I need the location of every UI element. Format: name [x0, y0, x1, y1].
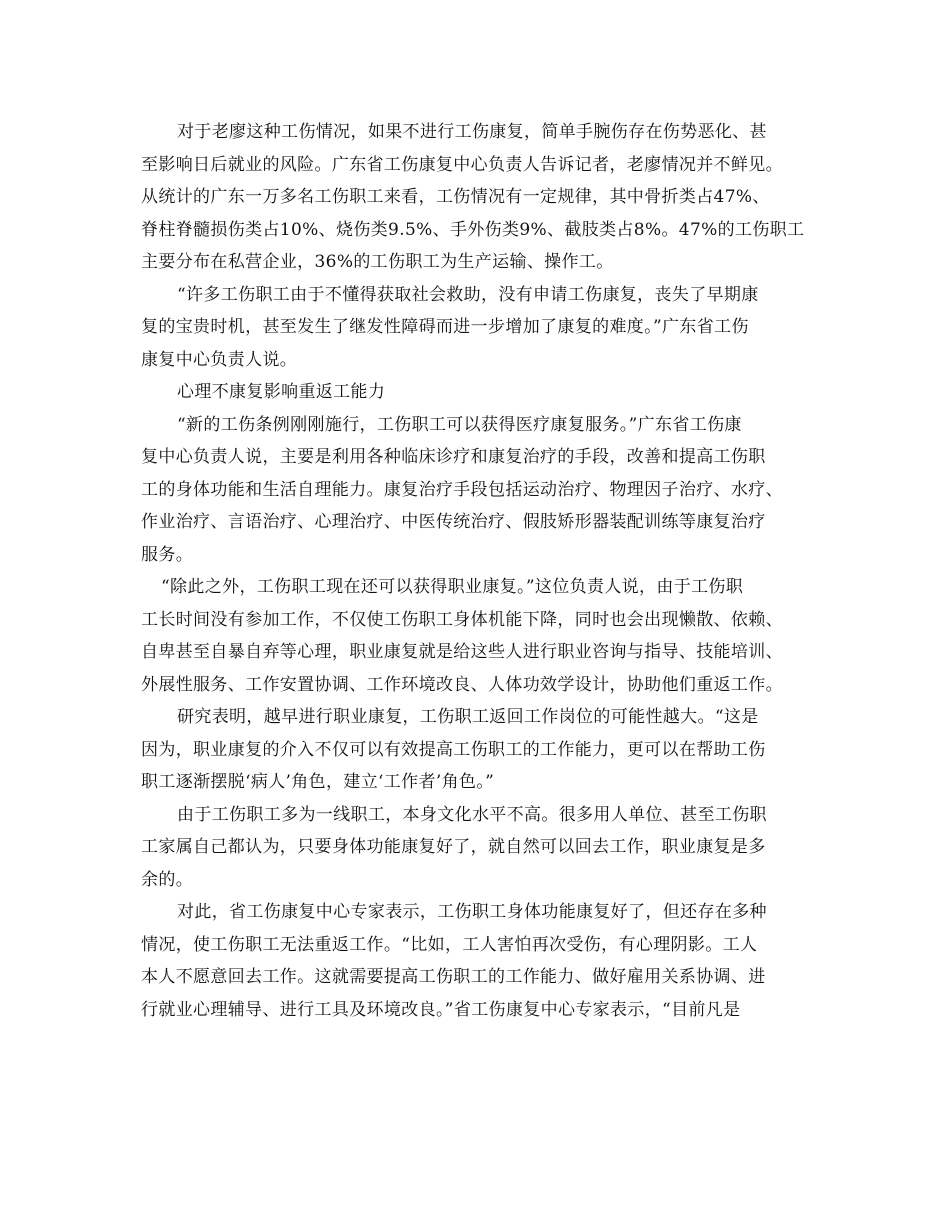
paragraph-line: 情况，使工伤职工无法重返工作。“比如，工人害怕再次受伤，有心理阴影。工人	[141, 934, 758, 955]
paragraph-line: 工的身体功能和生活自理能力。康复治疗手段包括运动治疗、物理因子治疗、水疗、	[141, 479, 783, 500]
paragraph-first-line: 由于工伤职工多为一线职工，本身文化水平不高。很多用人单位、甚至工伤职	[177, 804, 767, 825]
paragraph-first-line: 研究表明，越早进行职业康复，工伤职工返回工作岗位的可能性越大。“这是	[177, 707, 759, 727]
paragraph-line: 至影响日后就业的风险。广东省工伤康复中心负责人告诉记者，老廖情况并不鲜见。	[141, 154, 783, 175]
paragraph-line: 工家属自己都认为，只要身体功能康复好了，就自然可以回去工作，职业康复是多	[141, 837, 766, 857]
paragraph-first-line: “除此之外，工伤职工现在还可以获得职业康复。”这位负责人说，由于工伤职	[161, 577, 744, 597]
paragraph	[141, 279, 821, 377]
paragraph	[141, 701, 821, 799]
paragraph-line: 服务。	[141, 544, 194, 565]
paragraph	[141, 409, 821, 572]
paragraph	[141, 799, 821, 897]
paragraph-line: 工长时间没有参加工作，不仅使工伤职工身体机能下降，同时也会出现懒散、依赖、	[141, 609, 783, 630]
paragraph-line: 复的宝贵时机，甚至发生了继发性障碍而进一步增加了康复的难度。”广东省工伤	[141, 317, 749, 337]
paragraph-line: 行就业心理辅导、进行工具及环境改良。”省工伤康复中心专家表示，“目前凡是	[141, 999, 741, 1020]
document-body	[141, 116, 821, 1026]
paragraph-line: 余的。	[141, 869, 194, 890]
paragraph	[141, 896, 821, 1026]
paragraph-line: 作业治疗、言语治疗、心理治疗、中医传统治疗、假肢矫形器装配训练等康复治疗	[141, 512, 766, 532]
paragraph-line: 从统计的广东一万多名工伤职工来看，工伤情况有一定规律，其中骨折类占47%、	[141, 187, 770, 207]
paragraph-first-line: “新的工伤条例刚刚施行，工伤职工可以获得医疗康复服务。”广东省工伤康	[177, 414, 742, 435]
paragraph-line: 主要分布在私营企业，36%的工伤职工为生产运输、操作工。	[141, 252, 614, 272]
paragraph-line: 自卑甚至自暴自弃等心理，职业康复就是给这些人进行职业咨询与指导、技能培训、	[141, 642, 783, 662]
paragraph-line: 脊柱脊髓损伤类占10%、烧伤类9.5%、手外伤类9%、截肢类占8%。47%的工伤职工	[141, 219, 805, 240]
paragraph-line: 康复中心负责人说。	[141, 349, 298, 370]
paragraph-first-line: “许多工伤职工由于不懂得获取社会救助，没有申请工伤康复，丧失了早期康	[177, 284, 759, 305]
paragraph	[141, 571, 821, 701]
paragraph-line: 本人不愿意回去工作。这就需要提高工伤职工的工作能力、做好雇用关系协调、进	[141, 967, 766, 987]
paragraph-line: 因为，职业康复的介入不仅可以有效提高工伤职工的工作能力，更可以在帮助工伤	[141, 739, 766, 760]
paragraph-line: 外展性服务、工作安置协调、工作环境改良、人体功效学设计，协助他们重返工作。	[141, 674, 783, 695]
paragraph	[141, 116, 821, 279]
paragraph	[141, 376, 821, 409]
paragraph-line: 职工逐渐摆脱‘病人’角色，建立‘工作者’角色。”	[141, 772, 495, 792]
paragraph-first-line: 对于老廖这种工伤情况，如果不进行工伤康复，简单手腕伤存在伤势恶化、甚	[177, 122, 767, 142]
paragraph-line: 复中心负责人说，主要是利用各种临床诊疗和康复治疗的手段，改善和提高工伤职	[141, 447, 766, 467]
paragraph-first-line: 对此，省工伤康复中心专家表示，工伤职工身体功能康复好了，但还存在多种	[177, 902, 767, 922]
paragraph-first-line: 心理不康复影响重返工能力	[177, 382, 386, 402]
